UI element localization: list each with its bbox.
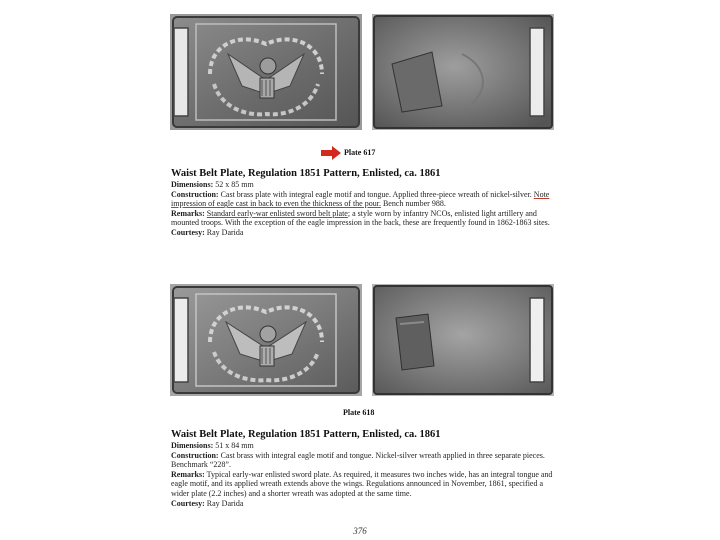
plate-label-618: Plate 618 xyxy=(343,408,375,417)
underlined-note: Note impression of eagle cast in back to even the thickness of the pour. xyxy=(171,189,550,209)
entry-618-title: Waist Belt Plate, Regulation 1851 Pattern, Enlisted, ca. 1861 xyxy=(171,429,441,440)
plate-label-617: Plate 617 xyxy=(344,148,376,157)
entry-618-construction: Construction: Cast brass with integral eagle motif and tongue. Nickel-silver wreath applied in three separate pieces. Benchmark “228”. xyxy=(171,450,545,470)
red-arrow-icon xyxy=(320,146,342,160)
entry-617-courtesy: Courtesy: Ray Darida xyxy=(171,227,244,237)
page-number: 376 xyxy=(353,526,367,536)
entry-617 xyxy=(171,167,557,238)
belt-plate-617-front-photo xyxy=(170,14,362,130)
entry-617-dimensions: Dimensions: 52 x 85 mm xyxy=(171,180,254,189)
entry-617-title: Waist Belt Plate, Regulation 1851 Pattern, Enlisted, ca. 1861 xyxy=(171,168,441,179)
belt-plate-618-front-photo xyxy=(170,284,362,396)
underlined-remark: Standard early-war enlisted sword belt plate xyxy=(206,208,348,218)
entry-618 xyxy=(171,428,557,508)
entry-618-remarks: Remarks: Typical early-war enlisted sword plate. As required, it measures two inches wide, has an integral tongue and eagle motif, and its applied wreath extends above the wings. Regulations announced in November, 1861, specified a wider plate (2.2 inches) and a shorter wreath was adopted at the same time. xyxy=(171,469,553,498)
belt-plate-618-back-photo xyxy=(372,284,554,396)
entry-617-remarks: Remarks: Standard early-war enlisted sword belt plate; a style worn by infantry NCOs, enlisted light artillery and mounted troops. With the exception of the eagle impression in the back, these are frequently found in 1862-1863 sites. xyxy=(171,208,550,228)
belt-plate-617-back-photo xyxy=(372,14,554,130)
entry-618-dimensions: Dimensions: 51 x 84 mm xyxy=(171,441,254,450)
entry-618-courtesy: Courtesy: Ray Darida xyxy=(171,498,244,508)
entry-617-construction: Construction: Cast brass plate with integral eagle motif and tongue. Applied three-piece wreath of nickel-silver. Note impression of eagle cast in back to even the thickness of the pour. Bench number 988. xyxy=(171,189,550,209)
